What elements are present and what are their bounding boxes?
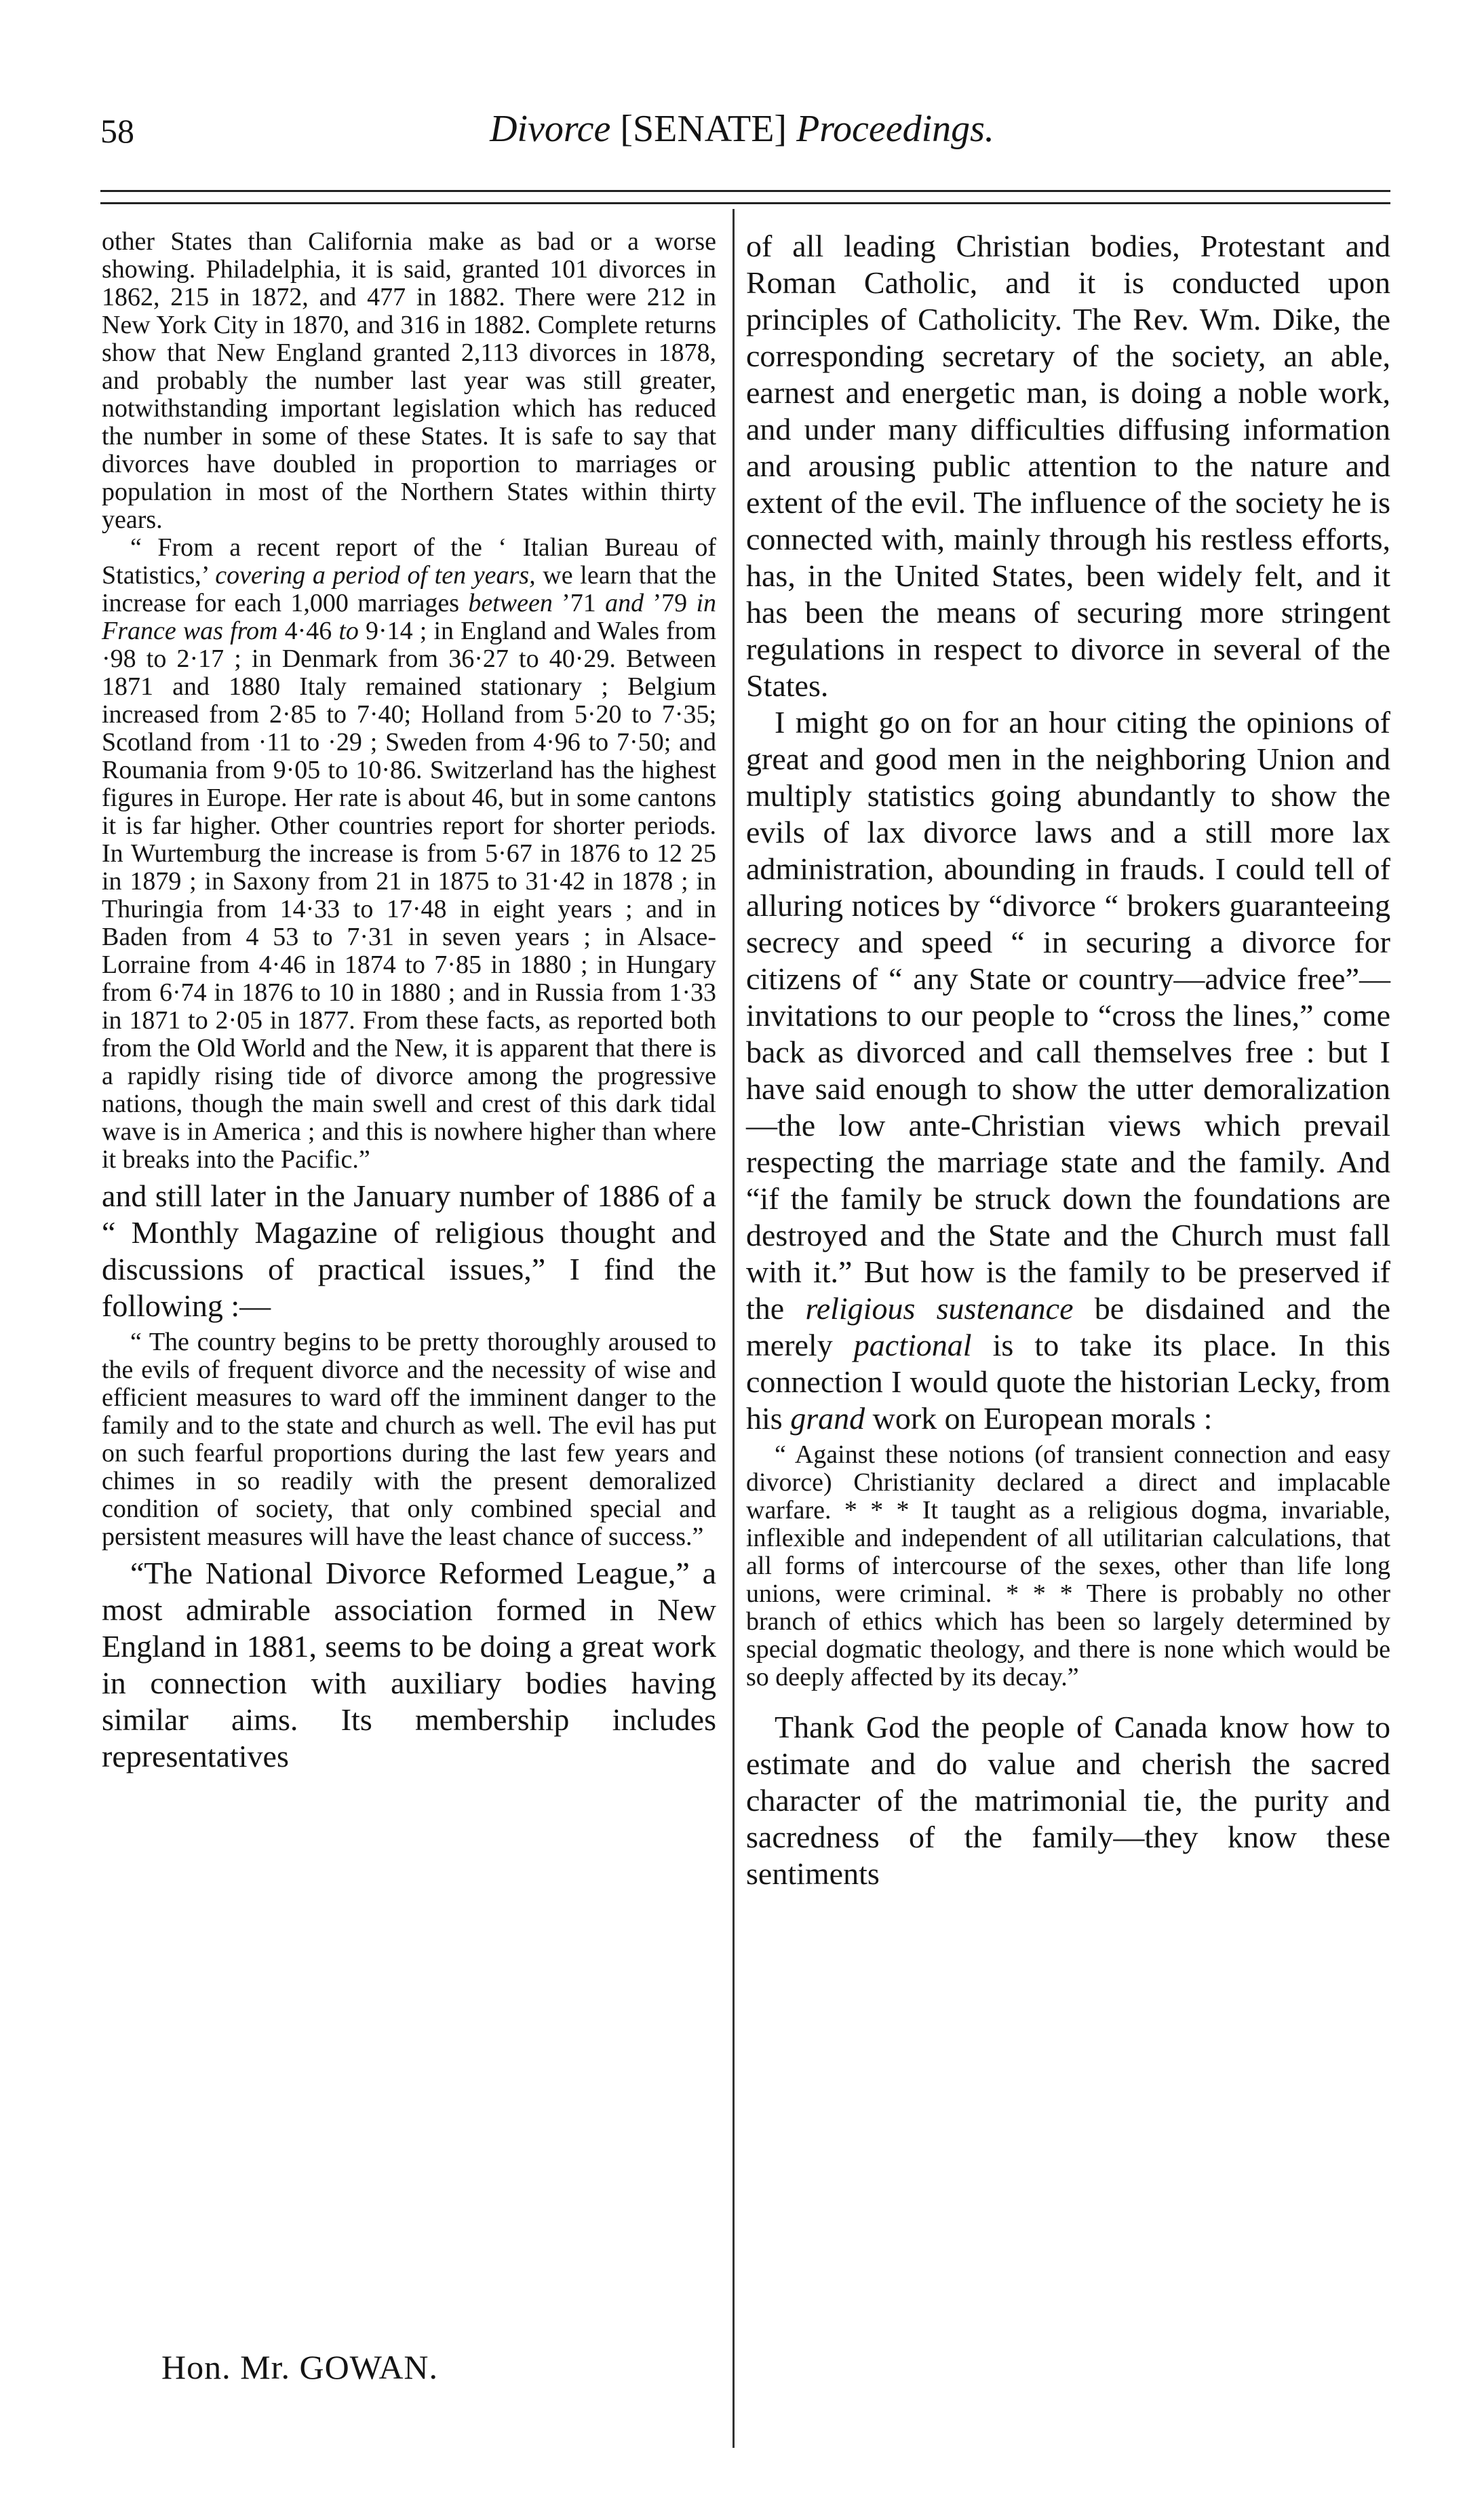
left-paragraph-magazine-intro: and still later in the January number of 1886 of a “ Monthly Magazine of religious thought and discussions of practical issues,” I find the following :—	[102, 1178, 716, 1323]
header-rule-bottom	[100, 202, 1390, 204]
italic-run: covering a period of ten years,	[215, 561, 536, 590]
italic-run: pactional	[853, 1328, 972, 1362]
column-divider	[733, 209, 735, 2448]
italic-run: and	[605, 589, 644, 617]
right-paragraph-canada: Thank God the people of Canada know how to estimate and do value and cherish the sacred character of the matrimonial tie, the purity and sacredness of the family—they know these sentiments	[746, 1710, 1390, 1891]
left-paragraph-italian-report	[102, 534, 716, 1174]
text-run: work on European morals :	[865, 1401, 1213, 1436]
text-run: 9·14 ; in England and Wales from ·98 to 2·17 ; in Denmark from 36·27 to 40·29. Between 1871 and 1880 Italy remained stationary ; Belgium increased from 2·85 to 7·40; Holland from 5·20 to 7·35; Scotland from ·11 to ·29 ; Sweden from 4·96 to 7·50; and Roumania from 9·05 to 10·86. Switzerland has the highest figures in Europe. Her rate is about 46, but in some cantons it is far higher. Other countries report for shorter periods. In Wurtemburg the increase is from 5·67 in 1876 to 12 25 in 1879 ; in Saxony from 21 in 1875 to 31·42 in 1878 ; in Thuringia from 14·33 to 17·48 in eight years ; and in Baden from 4 53 to 7·31 in seven years ; in Alsace-Lorraine from 4·46 in 1874 to 7·85 in 1880 ; in Hungary from 6·74 in 1876 to 10 in 1880 ; and in Russia from 1·33 in 1871 to 2·05 in 1877. From these facts, as reported both from the Old World and the New, it is apparent that there is a rapidly rising tide of divorce among the progressive nations, though the main swell and crest of this dark tidal wave is in America ; and this is nowhere higher than where it breaks into the Pacific.”	[102, 617, 717, 1174]
left-quote-magazine: “ The country begins to be pretty thoroughly aroused to the evils of frequent divorce and the necessity of wise and efficient measures to ward off the imminent danger to the family and to the state and church as well. The evil has put on such fearful proportions during the last few years and chimes in so readily with the present demoralized condition of society, that only combined special and persistent measures will have the least chance of success.”	[102, 1328, 716, 1551]
text-run: is to take its place. In this connection I would quote the historian Lecky, from his	[746, 1328, 1390, 1436]
text-run: be disdained and the merely	[746, 1291, 1390, 1362]
text-run: we learn that the increase for each 1,000 marriages	[102, 561, 716, 617]
right-column	[746, 228, 1390, 1892]
left-paragraph-statistics: other States than California make as bad or a worse showing. Philadelphia, it is said, granted 101 divorces in 1862, 215 in 1872, and 477 in 1882. There were 212 in New York City in 1870, and 316 in 1882. Complete returns show that New England granted 2,113 divorces in 1878, and probably the number last year was still greater, notwithstanding important legislation which has reduced the number in some of these States. It is safe to say that divorces have doubled in proportion to marriages or population in most of the Northern States within thirty years.	[102, 227, 716, 534]
text-run: ’71	[552, 589, 606, 617]
text-run: 4·46	[277, 617, 339, 645]
italic-run: between	[468, 589, 553, 617]
italic-run: in France was from	[102, 589, 717, 645]
text-run: “ From a recent report of the ‘ Italian Bureau of Statistics,’	[102, 533, 716, 590]
right-paragraph-league-continued: of all leading Christian bodies, Protestant and Roman Catholic, and it is conducted upon principles of Catholicity. The Rev. Wm. Dike, the corresponding secretary of the society, an able, earnest and energetic man, is doing a noble work, and under many difficulties diffusing information and arousing public attention to the nature and extent of the evil. The influence of the society he is connected with, mainly through his restless efforts, has, in the United States, been widely felt, and it has been the means of securing more stringent regulations in respect to divorce in several of the States.	[746, 229, 1390, 703]
left-paragraph-divorce-league: “The National Divorce Reformed League,” a most admirable association formed in New England in 1881, seems to be doing a great work in connection with auxiliary bodies having similar aims. Its membership includes representatives	[102, 1556, 716, 1773]
italic-run: religious sustenance	[805, 1291, 1074, 1326]
running-title	[0, 110, 1484, 148]
page-number: 58	[100, 112, 134, 150]
running-title-middle: [SENATE]	[620, 108, 787, 150]
left-column	[102, 228, 716, 1775]
italic-run: to	[338, 617, 359, 645]
running-title-suffix: Proceedings.	[796, 108, 994, 150]
header-rule-top	[100, 190, 1390, 192]
right-quote-lecky: “ Against these notions (of transient connection and easy divorce) Christianity declared a direct and implacable warfare. * * * It taught as a religious dogma, invariable, inflexible and independent of all utilitarian calculations, that all forms of intercourse of the sexes, other than life long unions, were criminal. * * * There is probably no other branch of ethics which has been so largely determined by special dogmatic theology, and there is none which would be so deeply affected by its decay.”	[746, 1440, 1390, 1691]
italic-run: grand	[790, 1401, 865, 1436]
text-run: I might go on for an hour citing the opinions of great and good men in the neighboring Union and multiply statistics going abundantly to show the evils of lax divorce laws and a still more lax administration, abounding in frauds. I could tell of alluring notices by “divorce “ brokers guaranteeing secrecy and speed “ in securing a divorce for citizens of “ any State or country—advice free”—invitations to our people to “cross the lines,” come back as divorced and call themselves free : but I have said enough to show the utter demoralization—the low ante-Christian views which prevail respecting the marriage state and the family. And “if the family be struck down the foundations are destroyed and the State and the Church must fall with it.” But how is the family to be preserved if the	[746, 705, 1390, 1326]
running-title-prefix: Divorce	[490, 108, 611, 150]
text-run: ’79	[644, 589, 697, 617]
right-paragraph-opinions	[746, 704, 1390, 1437]
footer-speaker: Hon. Mr. GOWAN.	[161, 2348, 439, 2386]
